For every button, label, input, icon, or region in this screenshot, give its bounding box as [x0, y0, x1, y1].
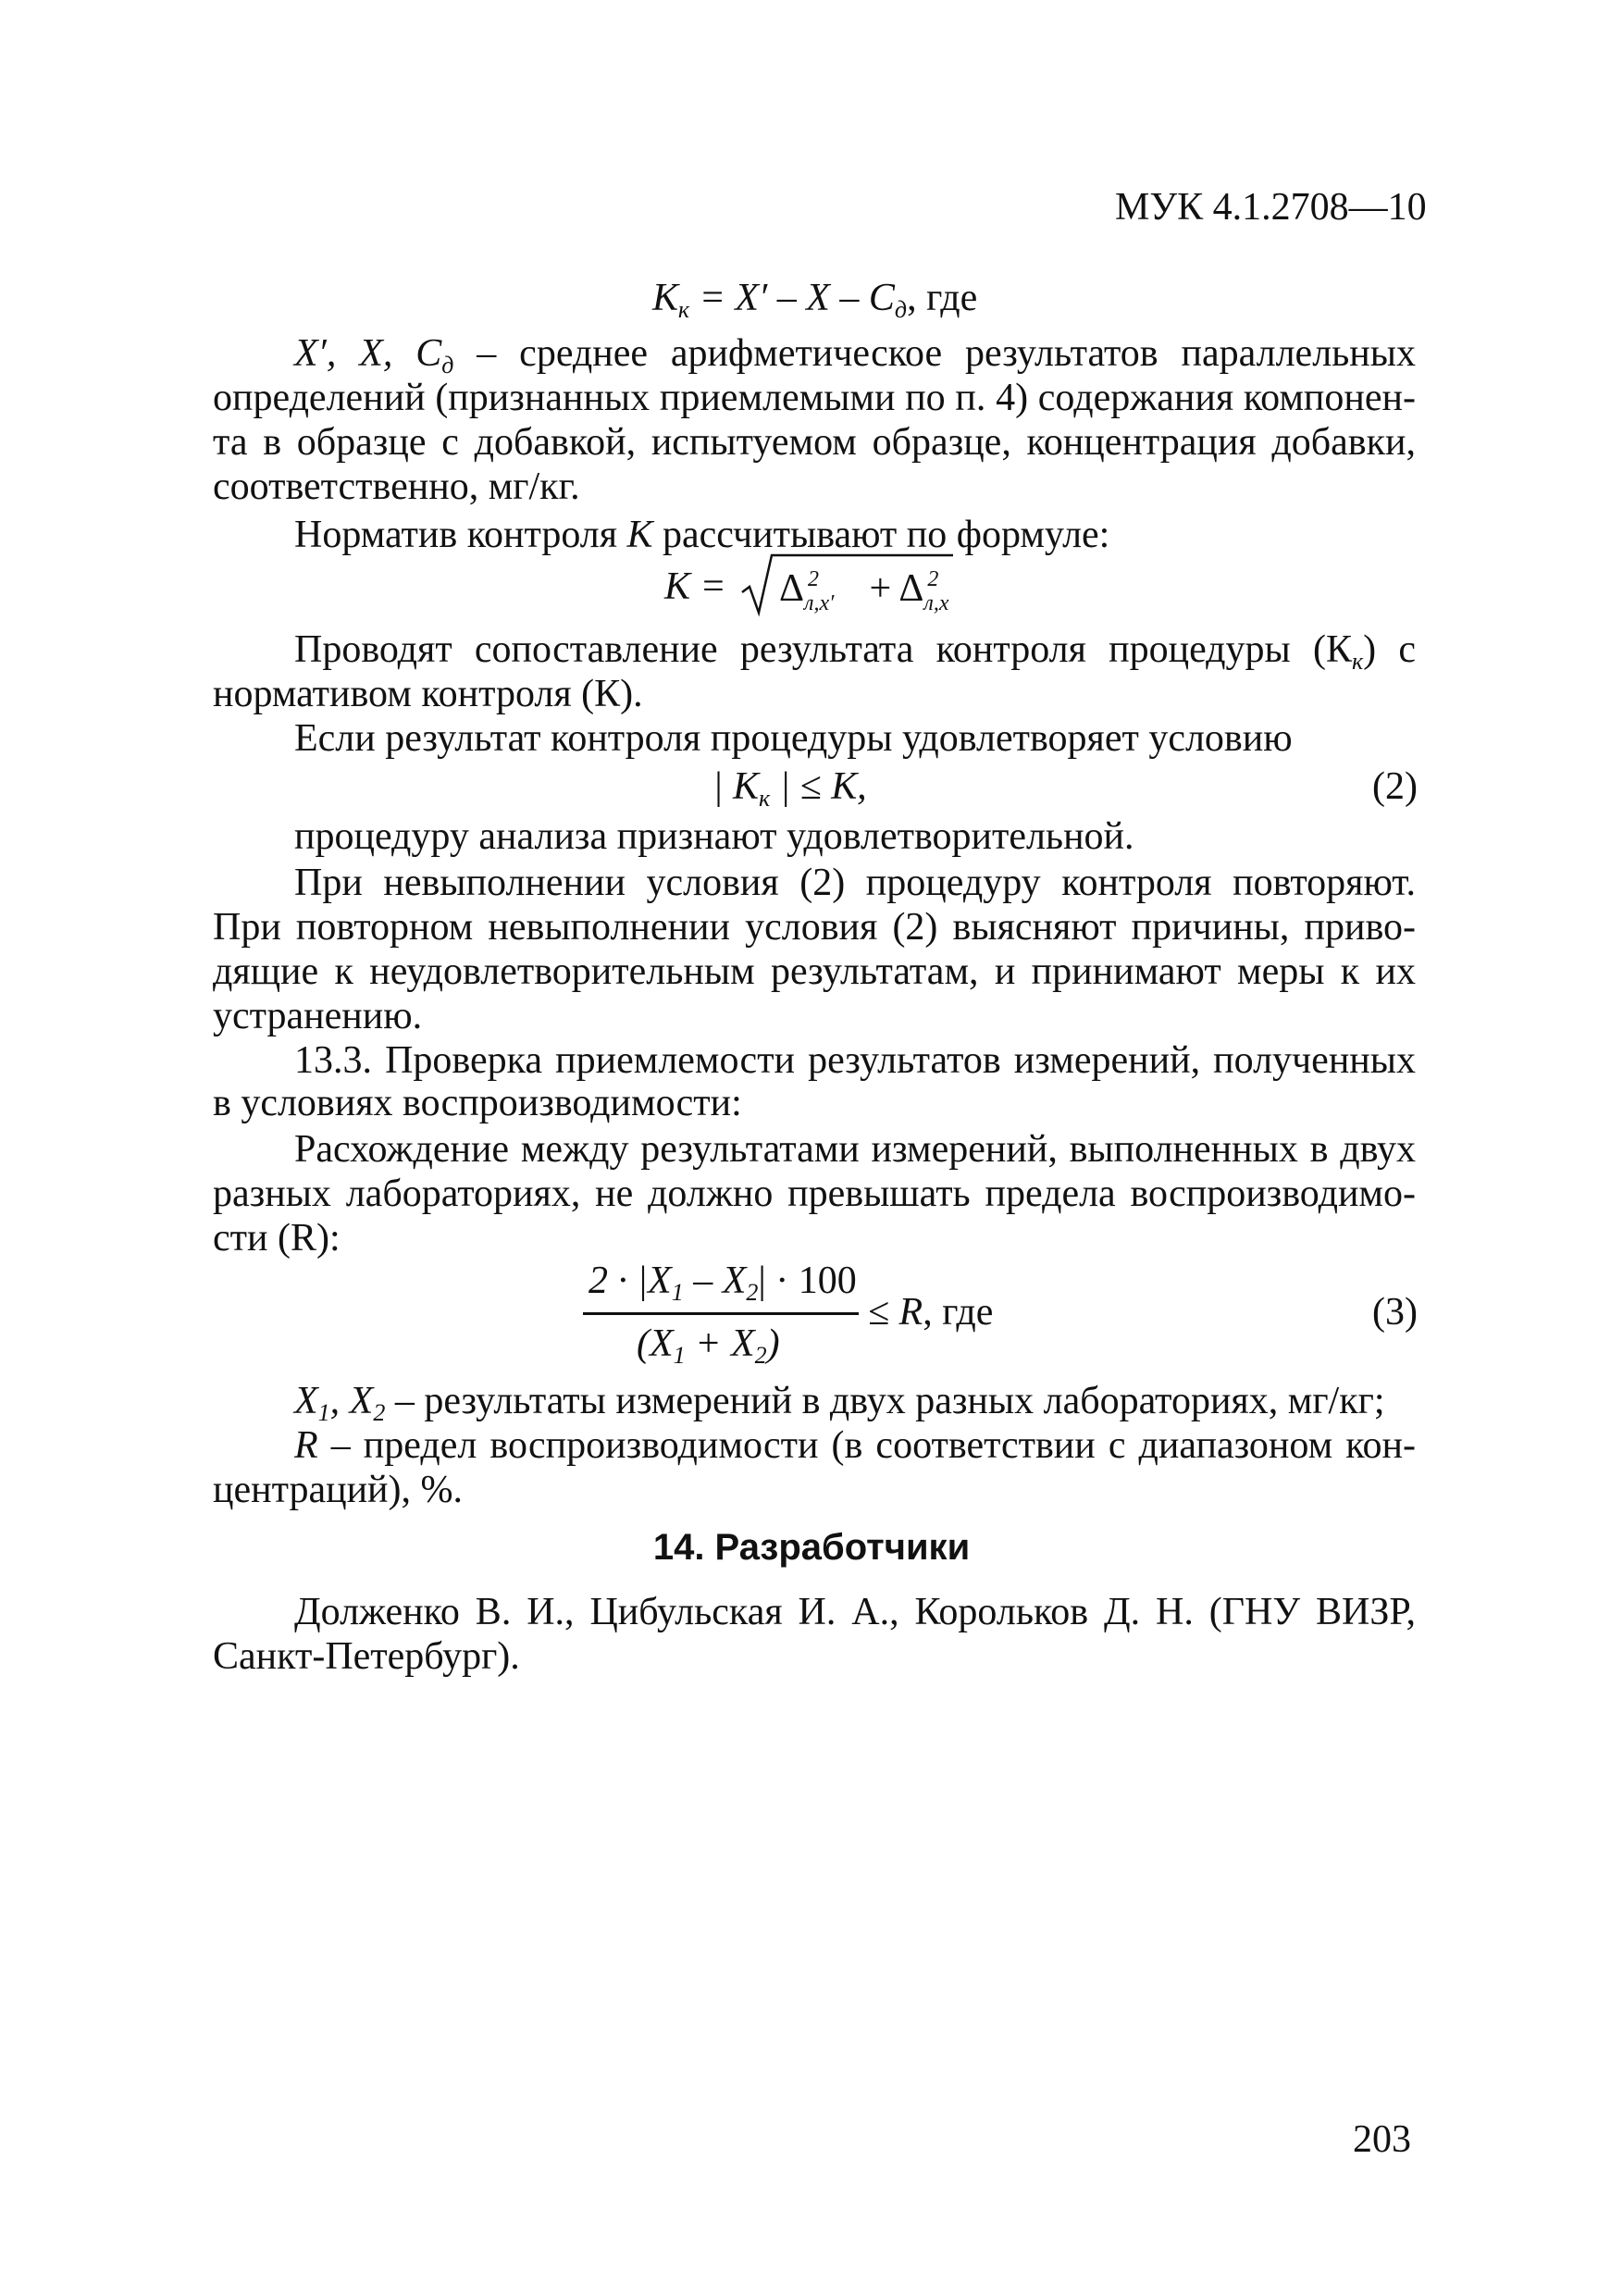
defs-kk-line3: та в образце с добавкой, испытуемом образце, концентрация добавки,: [213, 421, 1416, 464]
formula-kk-suffix: , где: [907, 277, 978, 319]
formula-kk-lhs-sub: к: [677, 296, 690, 323]
sqrt-term2-sup: 2: [927, 567, 939, 591]
formula3-suffix: , где: [923, 1291, 994, 1334]
section-14-line1: Долженко В. И., Цибульская И. А., Корольков Д. Н. (ГНУ ВИЗР,: [294, 1591, 1416, 1633]
defs3-x-text: – результаты измерений в двух разных лабораториях, мг/кг;: [385, 1380, 1385, 1422]
defs-kk-line4: соответственно, мг/кг.: [213, 465, 580, 508]
formula3-den-b: + X: [685, 1322, 755, 1365]
formula3-num-s2: 2: [746, 1279, 759, 1306]
defs3-x-sym-a: X: [294, 1380, 318, 1422]
defs-kk-symbols: X′, X, C: [294, 332, 442, 375]
formula3-rhs-text: ≤ R: [868, 1291, 923, 1334]
normative-formula-lhs: К =: [664, 565, 726, 608]
formula3-fraction-bar: [583, 1312, 859, 1315]
sqrt-content: [779, 566, 960, 615]
formula-kk-rhs-sub: д: [894, 296, 908, 323]
failure-line2: При повторном невыполнении условия (2) выясняют причины, приво-: [213, 906, 1416, 949]
discrepancy-line2: разных лабораториях, не должно превышать предела воспроизводимо-: [213, 1173, 1416, 1215]
page-number: 203: [1353, 2118, 1411, 2161]
defs3-r-text: – предел воспроизводимости (в соответствии с диапазоном кон-: [317, 1424, 1416, 1467]
normative-formula: [664, 565, 726, 609]
condition-formula: [712, 764, 867, 812]
discrepancy-line1: Расхождение между результатами измерений, выполненных в двух: [294, 1128, 1416, 1171]
sqrt-term1-sub: л,х′: [804, 591, 835, 615]
eq-number-3: (3): [1372, 1291, 1418, 1334]
defs3-x-sym-b: , X: [329, 1380, 374, 1422]
comparison-line1-sub: к: [1351, 648, 1364, 675]
defs-kk-symbols-sub: д: [441, 352, 454, 379]
formula3-den-s2: 2: [754, 1342, 767, 1369]
failure-line1: При невыполнении условия (2) процедуру контроля повторяют.: [294, 862, 1416, 904]
document-code: МУК 4.1.2708—10: [1115, 186, 1427, 229]
formula3-num-a: 2 · |X: [588, 1260, 672, 1302]
formula3-num-b: – X: [683, 1260, 747, 1302]
defs3-r-line2: центраций), %.: [213, 1469, 464, 1511]
section-13-3-line1: 13.3. Проверка приемлемости результатов измерений, полученных: [294, 1039, 1416, 1082]
comparison-line1-text: Проводят сопоставление результата контроля процедуры (К: [294, 628, 1352, 671]
formula3-den-c: ): [766, 1322, 780, 1365]
defs3-r-line1: [294, 1423, 1416, 1468]
condition-result: процедуру анализа признают удовлетворительной.: [294, 815, 1134, 858]
formula3-denominator: [637, 1322, 780, 1369]
formula3-num-s1: 1: [671, 1279, 684, 1306]
defs3-x-sub2: 2: [373, 1399, 386, 1426]
formula3-den-s1: 1: [673, 1342, 686, 1369]
formula3-num-c: | · 100: [758, 1260, 857, 1302]
defs3-x-sub1: 1: [317, 1399, 330, 1426]
formula-kk: [652, 276, 978, 323]
comparison-line2: нормативом контроля (К).: [213, 673, 643, 715]
eq-number-2: (2): [1372, 765, 1418, 808]
sqrt-term1: Δ: [779, 567, 805, 610]
condition-formula-end: | ≤ К,: [770, 765, 867, 808]
failure-line4: устранению.: [213, 995, 423, 1037]
defs3-x-line: [294, 1379, 1385, 1426]
sqrt-term2: Δ: [898, 567, 924, 610]
formula3-den-a: (X: [637, 1322, 674, 1365]
section-14-line2: Санкт-Петербург).: [213, 1635, 520, 1678]
defs-kk-line1-rest: – среднее арифметическое результатов параллельных: [453, 332, 1416, 375]
section-14-heading: 14. Разработчики: [652, 1527, 971, 1568]
failure-line3: дящие к неудовлетворительным результатам, и принимают меры к их: [213, 950, 1416, 993]
condition-formula-sub: к: [758, 785, 771, 812]
sqrt-term1-sup: 2: [808, 567, 820, 591]
sqrt-plus: +: [869, 567, 892, 610]
normative-symbol: К: [626, 514, 653, 556]
defs-kk-line1: [294, 331, 1416, 379]
defs-kk-line2: определений (признанных приемлемыми по п. 4) содержания компонен-: [213, 377, 1416, 419]
formula-kk-rhs: = X′ – X – C: [689, 277, 895, 319]
comparison-line1-end: ) с: [1363, 628, 1416, 671]
normative-text-after: рассчитывают по формуле:: [652, 514, 1110, 556]
condition-intro: Если результат контроля процедуры удовлетворяет условию: [294, 717, 1293, 760]
formula3-rhs: [868, 1290, 993, 1334]
normative-line: [294, 513, 1109, 557]
normative-text-before: Норматив контроля: [294, 514, 627, 556]
sqrt-term2-sub: л,х: [923, 591, 949, 615]
comparison-line1: [294, 627, 1416, 675]
discrepancy-line3: сти (R):: [213, 1217, 341, 1260]
formula3-numerator: [588, 1259, 857, 1306]
defs3-r-sym: R: [294, 1424, 318, 1467]
formula-kk-lhs: К: [652, 277, 678, 319]
condition-formula-text: | К: [712, 765, 759, 808]
section-13-3-line2: в условиях воспроизводимости:: [213, 1082, 742, 1124]
